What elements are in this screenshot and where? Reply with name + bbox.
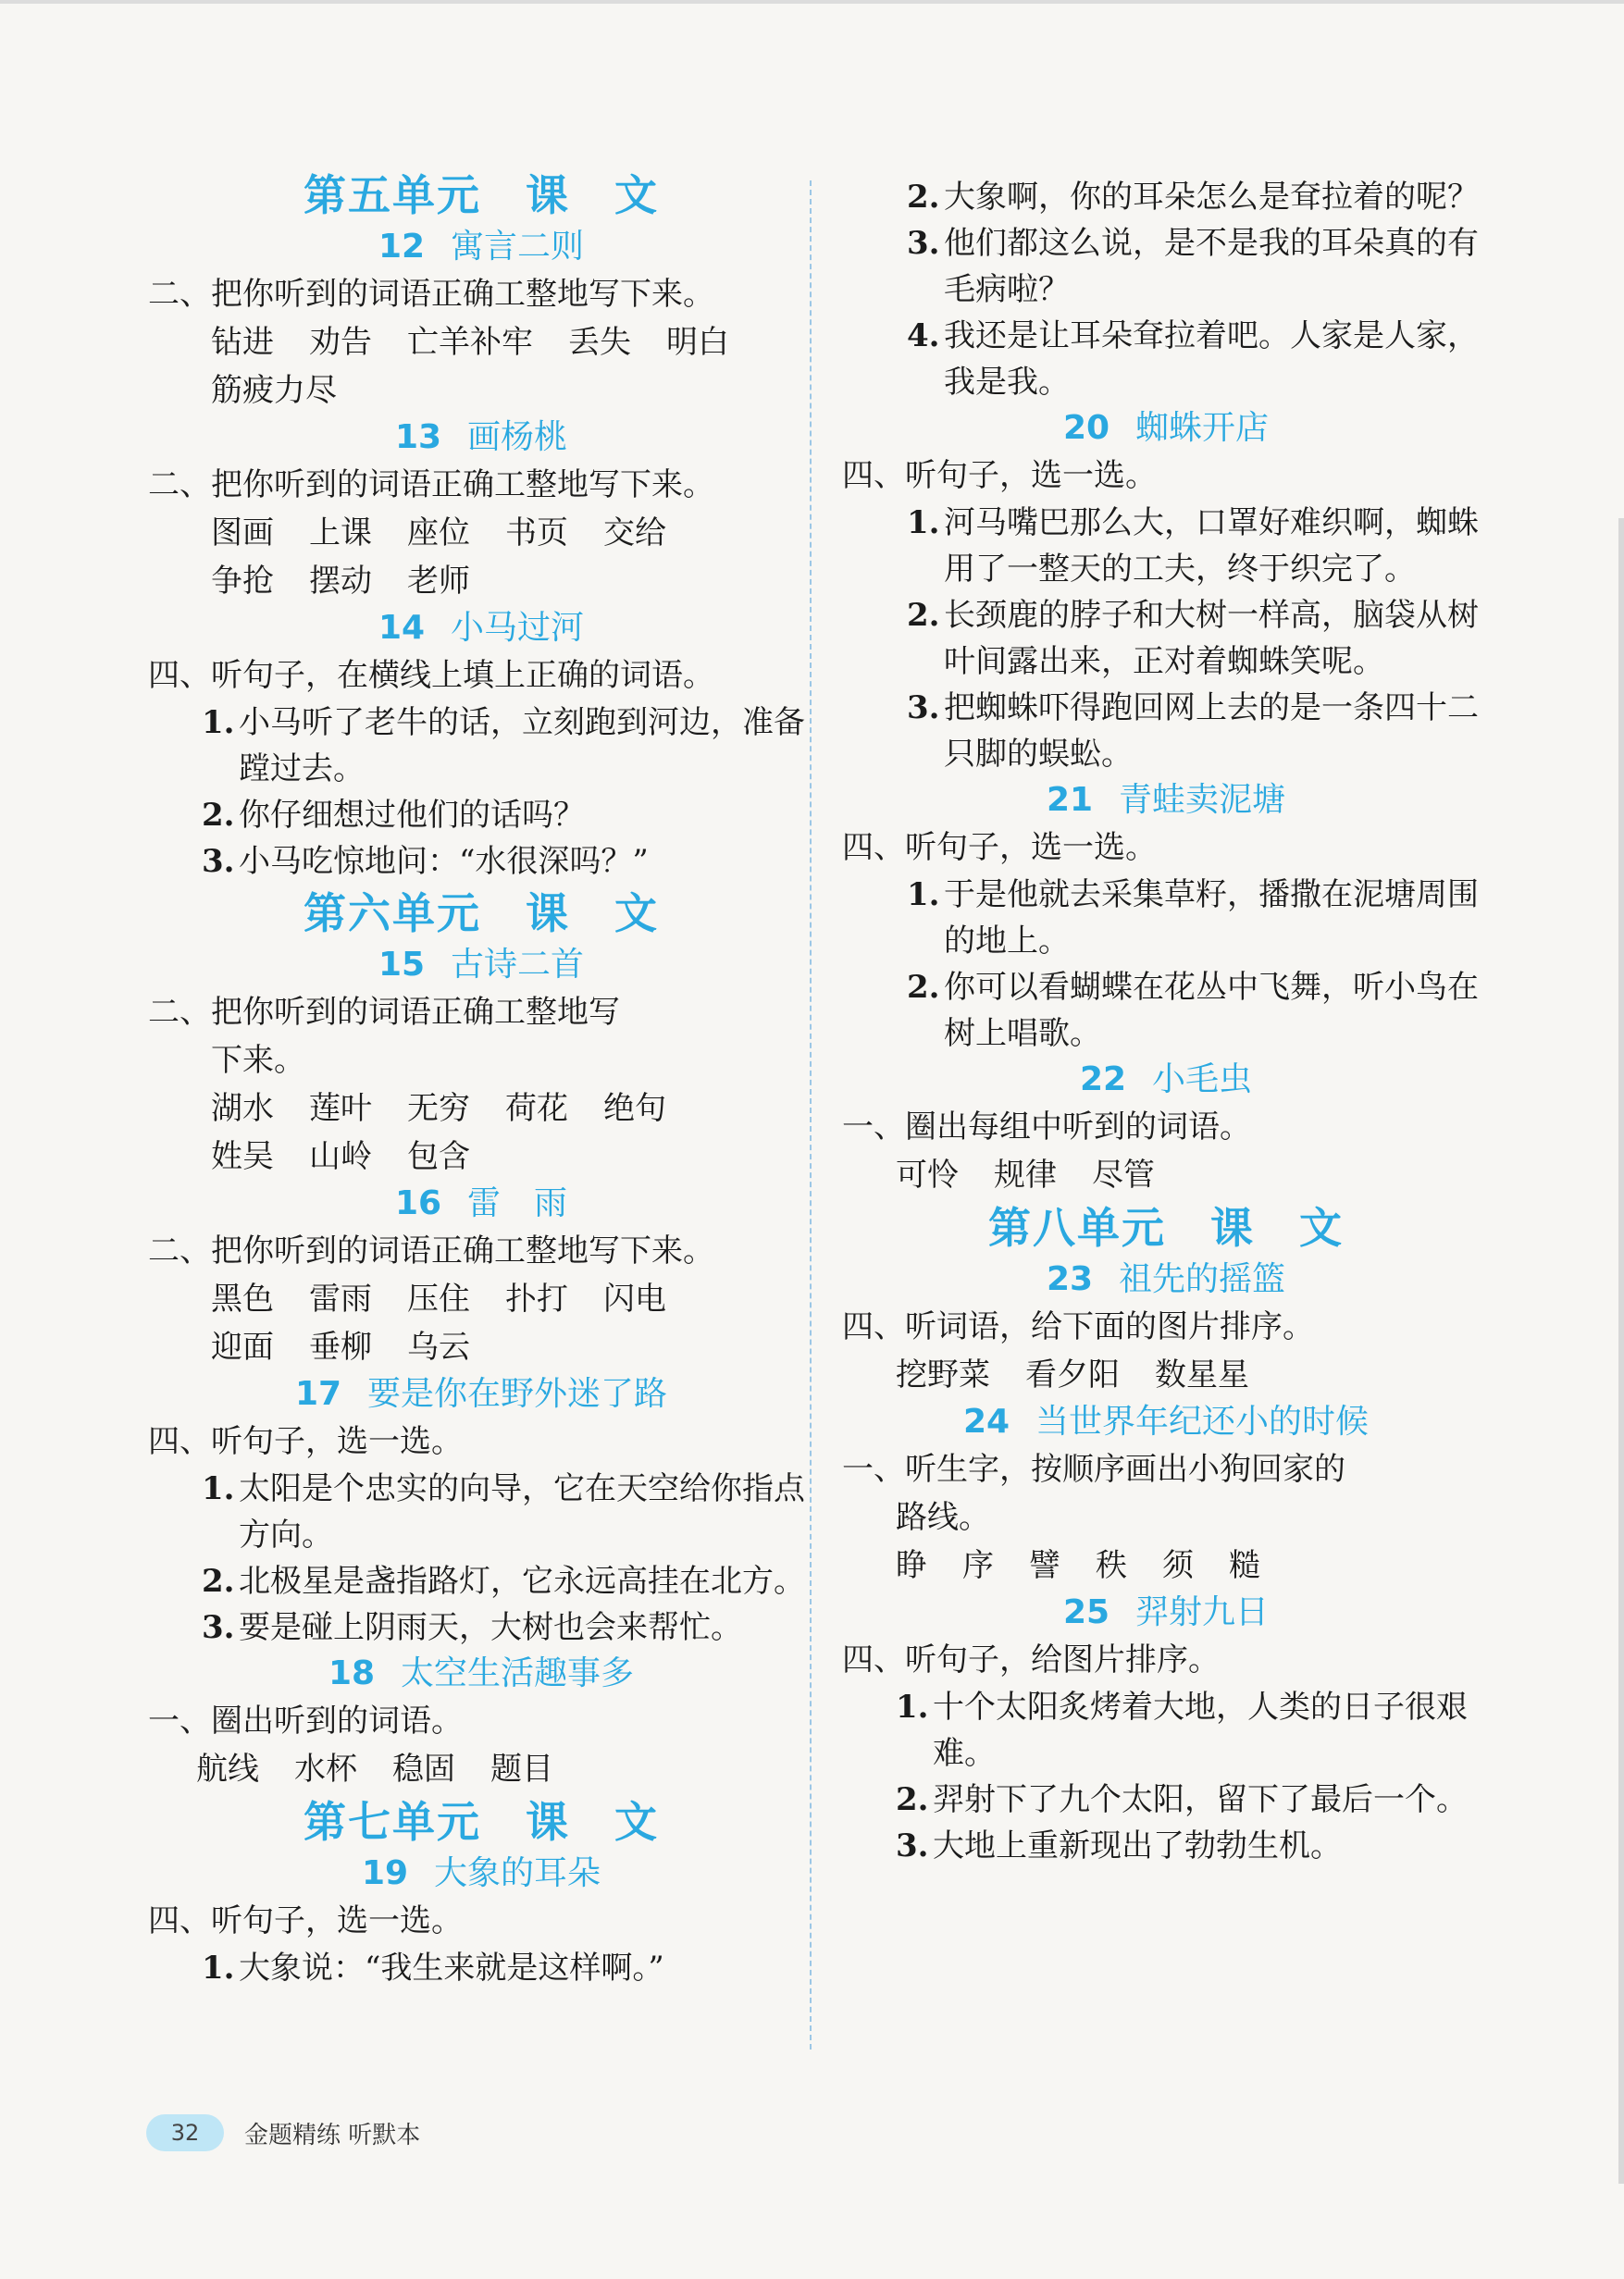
lesson-number: 14 — [378, 609, 426, 647]
item-number: 1. — [907, 504, 940, 541]
character: 譬 — [1029, 1547, 1060, 1584]
question-continued: 下来。 — [211, 1042, 305, 1079]
lesson-number: 15 — [378, 946, 426, 984]
lesson-number: 21 — [1046, 781, 1094, 819]
item-text: 要是碰上阴雨天，大树也会来帮忙。 — [239, 1609, 742, 1646]
page-number: 32 — [146, 2114, 224, 2151]
lesson-heading — [148, 942, 814, 988]
question: 二、把你听到的词语正确工整地写下来。 — [148, 466, 714, 503]
item-text: 把蜘蛛吓得跑回网上去的是一条四十二只脚的蜈蚣。 — [944, 689, 1479, 773]
item-number: 2. — [896, 1781, 929, 1818]
item-text: 羿射下了九个太阳，留下了最后一个。 — [933, 1781, 1468, 1818]
word-list — [148, 318, 814, 366]
lesson-number: 13 — [394, 418, 442, 456]
question: 一、圈出听到的词语。 — [148, 1703, 463, 1740]
word: 摆动 — [309, 563, 372, 600]
word: 筋疲力尽 — [211, 372, 337, 409]
item-number: 3. — [907, 225, 940, 262]
word: 姓吴 — [211, 1138, 274, 1175]
sentence-item — [842, 500, 1490, 592]
item-text: 于是他就去采集草籽，播撒在泥塘周围的地上。 — [944, 876, 1479, 960]
item-text: 你可以看蝴蝶在花丛中飞舞，听小鸟在树上唱歌。 — [944, 969, 1479, 1052]
item-text: 河马嘴巴那么大，口罩好难织啊，蜘蛛用了一整天的工夫，终于织完了。 — [944, 504, 1479, 588]
question: 四、听句子，选一选。 — [842, 457, 1157, 494]
word: 包含 — [407, 1138, 470, 1175]
word: 规律 — [994, 1157, 1057, 1194]
word: 看夕阳 — [1025, 1356, 1120, 1393]
word-list — [148, 1275, 814, 1323]
lesson-number: 24 — [962, 1403, 1010, 1441]
question: 四、听句子，给图片排序。 — [842, 1641, 1220, 1678]
item-text: 十个太阳炙烤着大地，人类的日子很艰难。 — [933, 1689, 1468, 1772]
item-number: 3. — [202, 1609, 235, 1646]
question: 一、圈出每组中听到的词语。 — [842, 1109, 1251, 1146]
word-list — [148, 366, 814, 415]
character: 睁 — [896, 1547, 927, 1584]
lesson-title: 画杨桃 — [467, 418, 568, 456]
word: 钻进 — [211, 324, 274, 361]
question: 四、听句子，选一选。 — [148, 1423, 463, 1460]
item-number: 1. — [202, 1950, 235, 1987]
lesson-heading — [148, 224, 814, 270]
word-list — [842, 1351, 1490, 1399]
lesson-title: 古诗二首 — [451, 946, 585, 984]
sentence-item — [842, 685, 1490, 777]
word-list — [148, 1745, 814, 1793]
lesson-title: 寓言二则 — [451, 228, 585, 266]
word: 闪电 — [603, 1281, 666, 1318]
word: 劝告 — [309, 324, 372, 361]
lesson-title: 小马过河 — [451, 609, 585, 647]
character: 秩 — [1096, 1547, 1127, 1584]
sentence-item — [842, 313, 1490, 405]
item-text: 大象啊，你的耳朵怎么是耷拉着的呢？ — [944, 179, 1479, 216]
scan-edge-top — [0, 0, 1624, 4]
item-text: 北极星是盏指路灯，它永远高挂在北方。 — [239, 1563, 805, 1600]
item-number: 2. — [202, 1563, 235, 1600]
lesson-title: 青蛙卖泥塘 — [1119, 781, 1286, 819]
word: 无穷 — [407, 1090, 470, 1127]
word-list — [148, 557, 814, 605]
lesson-number: 20 — [1062, 409, 1110, 447]
word: 亡羊补牢 — [407, 324, 533, 361]
character: 须 — [1162, 1547, 1194, 1584]
word: 稳固 — [392, 1751, 455, 1788]
item-text: 太阳是个忠实的向导，它在天空给你指点方向。 — [239, 1470, 805, 1554]
word: 莲叶 — [309, 1090, 372, 1127]
page-footer — [146, 2112, 420, 2153]
question: 二、把你听到的词语正确工整地写下来。 — [148, 1232, 714, 1270]
unit-title: 第五单元 课 文 — [304, 170, 659, 220]
word: 挖野菜 — [896, 1356, 990, 1393]
word: 荷花 — [505, 1090, 568, 1127]
item-number: 2. — [202, 797, 235, 834]
word: 乌云 — [407, 1329, 470, 1366]
lesson-heading — [842, 777, 1490, 824]
lesson-heading — [842, 405, 1490, 452]
word: 黑色 — [211, 1281, 274, 1318]
sentence-item — [842, 174, 1490, 220]
item-number: 3. — [907, 689, 940, 726]
question: 四、听句子，选一选。 — [842, 829, 1157, 866]
word: 航线 — [196, 1751, 259, 1788]
word: 水杯 — [294, 1751, 357, 1788]
item-text: 小马听了老牛的话，立刻跑到河边，准备蹚过去。 — [239, 704, 805, 787]
word: 湖水 — [211, 1090, 274, 1127]
lesson-number: 23 — [1046, 1260, 1094, 1298]
item-number: 1. — [202, 704, 235, 741]
item-text: 大地上重新现出了勃勃生机。 — [933, 1827, 1342, 1864]
lesson-title: 要是你在野外迷了路 — [367, 1375, 668, 1413]
sentence-item — [842, 1684, 1490, 1777]
lesson-heading — [842, 1590, 1490, 1636]
lesson-title: 羿射九日 — [1135, 1593, 1270, 1631]
lesson-number: 22 — [1079, 1060, 1127, 1098]
lesson-number: 16 — [394, 1184, 442, 1222]
sentence-item — [842, 1823, 1490, 1869]
sentence-item — [842, 220, 1490, 313]
question: 四、听句子，选一选。 — [148, 1902, 463, 1939]
lesson-heading — [148, 1851, 814, 1897]
word: 争抢 — [211, 563, 274, 600]
word: 数星星 — [1155, 1356, 1249, 1393]
word: 交给 — [603, 514, 666, 551]
sentence-item — [842, 964, 1490, 1057]
lesson-heading — [148, 605, 814, 651]
lesson-title: 大象的耳朵 — [434, 1854, 601, 1892]
lesson-heading — [148, 415, 814, 461]
lesson-title: 雷 雨 — [467, 1184, 568, 1222]
word: 老师 — [407, 563, 470, 600]
item-number: 1. — [896, 1689, 929, 1726]
lesson-heading — [148, 1181, 814, 1227]
sentence-item — [842, 1777, 1490, 1823]
lesson-heading — [842, 1057, 1490, 1103]
sentence-item — [148, 700, 814, 792]
word: 题目 — [490, 1751, 553, 1788]
sentence-item — [148, 838, 814, 885]
character: 序 — [962, 1547, 994, 1584]
item-number: 3. — [896, 1827, 929, 1864]
lesson-heading — [148, 1371, 814, 1418]
lesson-number: 19 — [361, 1854, 409, 1892]
item-number: 1. — [202, 1470, 235, 1507]
item-number: 3. — [202, 843, 235, 880]
word: 扑打 — [505, 1281, 568, 1318]
scan-edge-right — [1618, 518, 1624, 2184]
sentence-item — [842, 592, 1490, 685]
word: 迎面 — [211, 1329, 274, 1366]
word: 压住 — [407, 1281, 470, 1318]
word: 书页 — [505, 514, 568, 551]
lesson-title: 太空生活趣事多 — [401, 1654, 635, 1692]
lesson-title: 小毛虫 — [1152, 1060, 1253, 1098]
item-number: 4. — [907, 317, 940, 354]
lesson-number: 17 — [294, 1375, 342, 1413]
word: 可怜 — [896, 1157, 959, 1194]
word: 尽管 — [1092, 1157, 1155, 1194]
question: 二、把你听到的词语正确工整地写下来。 — [148, 276, 714, 313]
item-text: 你仔细想过他们的话吗？ — [239, 797, 585, 834]
character: 糙 — [1229, 1547, 1260, 1584]
item-number: 2. — [907, 179, 940, 216]
item-number: 1. — [907, 876, 940, 913]
question: 二、把你听到的词语正确工整地写 — [148, 994, 620, 1031]
sentence-item — [148, 1558, 814, 1604]
unit-title: 第七单元 课 文 — [304, 1797, 659, 1847]
word: 绝句 — [603, 1090, 666, 1127]
lesson-title: 蜘蛛开店 — [1135, 409, 1270, 447]
word: 图画 — [211, 514, 274, 551]
word-list — [148, 1323, 814, 1371]
sentence-item — [148, 792, 814, 838]
character-list — [842, 1542, 1490, 1590]
left-column — [148, 167, 814, 1991]
question-continued: 路线。 — [896, 1499, 990, 1536]
word: 明白 — [666, 324, 729, 361]
lesson-title: 祖先的摇篮 — [1119, 1260, 1286, 1298]
unit-title: 第六单元 课 文 — [304, 888, 659, 938]
word: 座位 — [407, 514, 470, 551]
item-number: 2. — [907, 597, 940, 634]
word-list — [842, 1151, 1490, 1199]
right-column — [842, 174, 1490, 1869]
item-text: 小马吃惊地问：“水很深吗？” — [239, 843, 649, 880]
word: 山岭 — [309, 1138, 372, 1175]
lesson-title: 当世界年纪还小的时候 — [1035, 1403, 1370, 1441]
question: 四、听词语，给下面的图片排序。 — [842, 1308, 1314, 1345]
lesson-number: 18 — [328, 1654, 376, 1692]
book-title: 金题精练 听默本 — [244, 2121, 421, 2149]
sentence-item — [148, 1604, 814, 1651]
sentence-item — [148, 1466, 814, 1558]
word: 雷雨 — [309, 1281, 372, 1318]
lesson-heading — [842, 1399, 1490, 1445]
word-list — [148, 1084, 814, 1133]
lesson-number: 25 — [1062, 1593, 1110, 1631]
question: 四、听句子，在横线上填上正确的词语。 — [148, 657, 714, 694]
item-text: 我还是让耳朵耷拉着吧。人家是人家，我是我。 — [944, 317, 1479, 401]
word-list — [148, 1133, 814, 1181]
item-number: 2. — [907, 969, 940, 1006]
word: 上课 — [309, 514, 372, 551]
lesson-number: 12 — [378, 228, 426, 266]
word-list — [148, 509, 814, 557]
word: 丢失 — [568, 324, 631, 361]
question: 一、听生字，按顺序画出小狗回家的 — [842, 1451, 1345, 1488]
lesson-heading — [148, 1651, 814, 1697]
item-text: 长颈鹿的脖子和大树一样高，脑袋从树叶间露出来，正对着蜘蛛笑呢。 — [944, 597, 1479, 680]
word: 垂柳 — [309, 1329, 372, 1366]
item-text: 他们都这么说，是不是我的耳朵真的有毛病啦？ — [944, 225, 1479, 308]
unit-title: 第八单元 课 文 — [988, 1203, 1344, 1253]
lesson-heading — [842, 1257, 1490, 1303]
sentence-item — [842, 872, 1490, 964]
item-text: 大象说：“我生来就是这样啊。” — [239, 1950, 664, 1987]
sentence-item — [148, 1945, 814, 1991]
